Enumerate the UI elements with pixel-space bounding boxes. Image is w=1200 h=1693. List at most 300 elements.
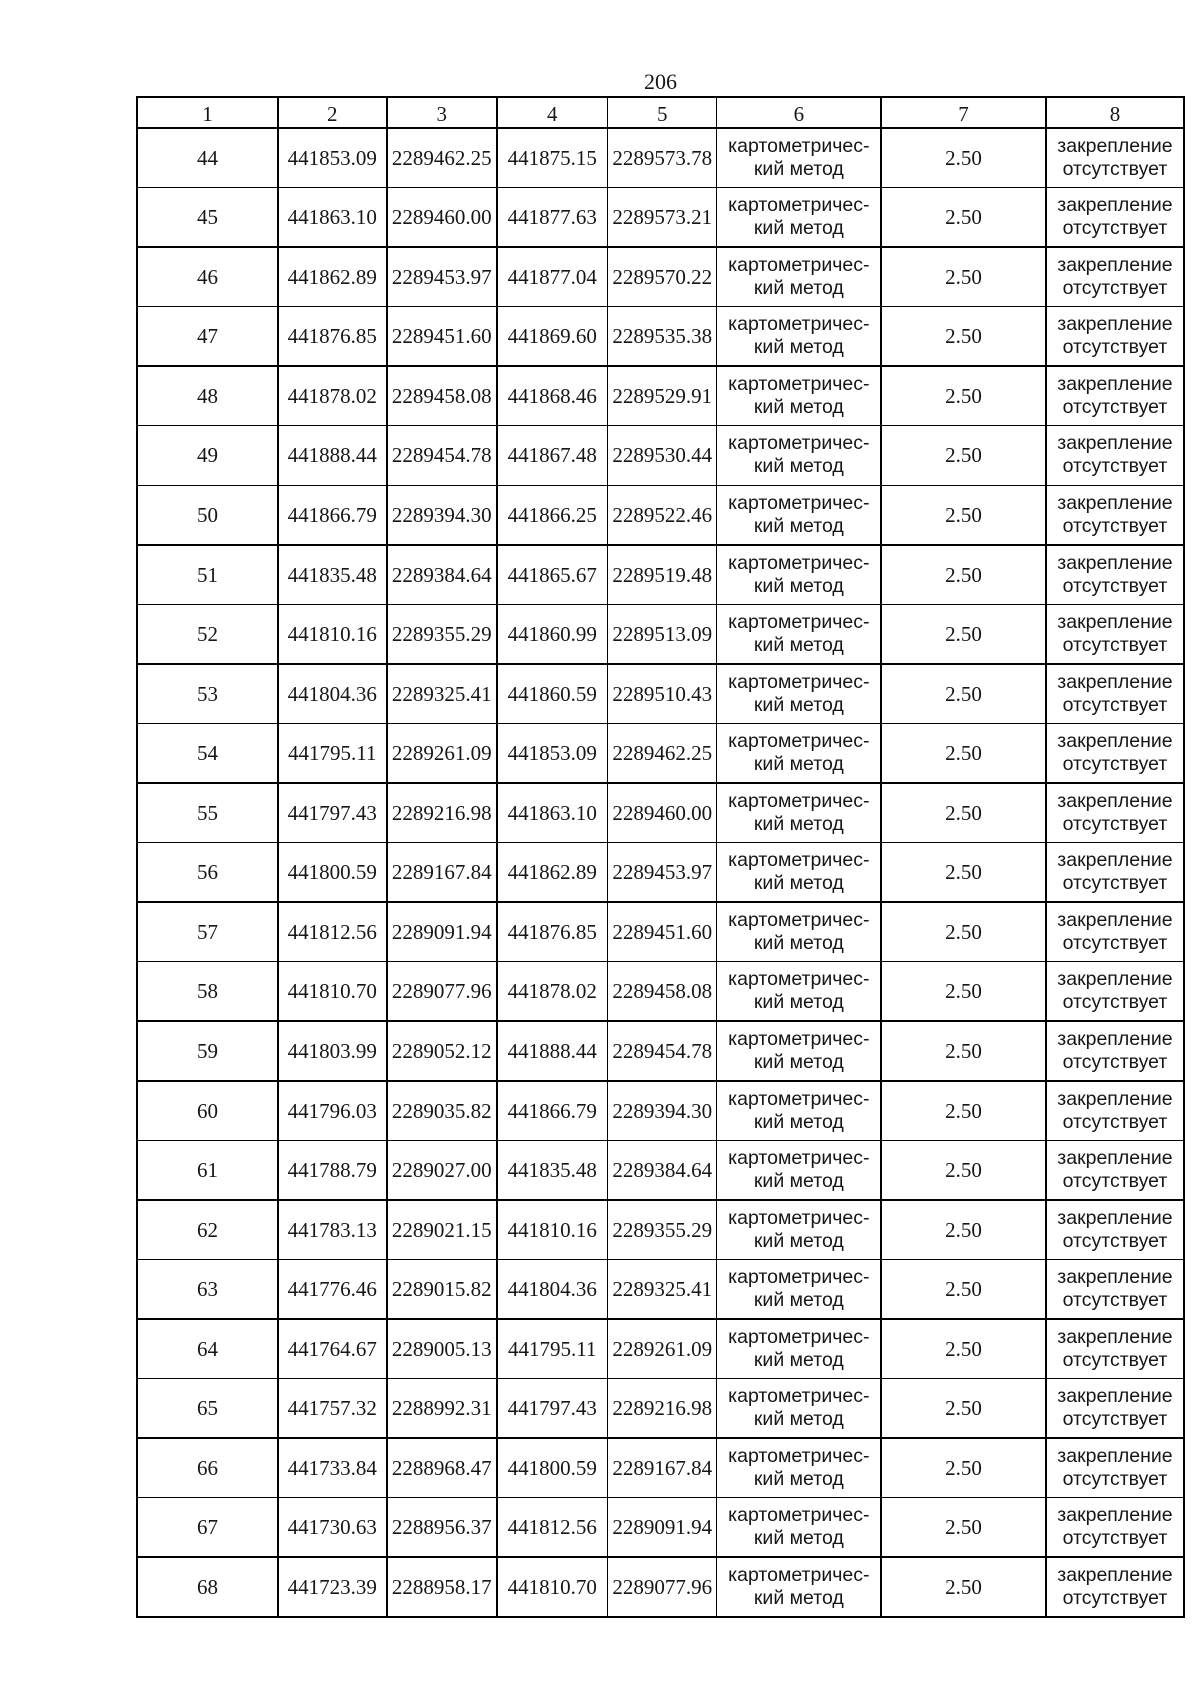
x1-cell: 441803.99 xyxy=(279,1022,386,1080)
y1-cell: 2288956.37 xyxy=(388,1498,496,1556)
fixing-cell xyxy=(1047,1141,1183,1199)
fixing-line: отсутствует xyxy=(1062,812,1168,835)
column-header-5: 5 xyxy=(608,98,715,127)
x1-cell: 441730.63 xyxy=(279,1498,386,1556)
fixing-line: отсутствует xyxy=(1062,693,1168,716)
y2-cell: 2289519.48 xyxy=(608,546,715,604)
column-header-8: 8 xyxy=(1047,98,1183,127)
x2-cell: 441866.25 xyxy=(498,486,607,544)
fixing-line: отсутствует xyxy=(1062,1408,1168,1431)
x1-cell: 441866.79 xyxy=(279,486,386,544)
method-line: кий метод xyxy=(753,574,844,597)
method-line: кий метод xyxy=(753,515,844,538)
y1-cell: 2289384.64 xyxy=(388,546,496,604)
y2-cell: 2289570.22 xyxy=(608,248,715,306)
method-line: картометричес- xyxy=(728,730,870,753)
fixing-line: отсутствует xyxy=(1062,515,1168,538)
x2-cell: 441812.56 xyxy=(498,1498,607,1556)
x1-cell: 441800.59 xyxy=(279,843,386,901)
accuracy-cell: 2.50 xyxy=(882,546,1046,604)
y2-cell: 2289261.09 xyxy=(608,1320,715,1378)
fixing-line: отсутствует xyxy=(1062,157,1168,180)
fixing-line: отсутствует xyxy=(1062,1467,1168,1490)
fixing-line: закрепление xyxy=(1057,1087,1173,1110)
x1-cell: 441853.09 xyxy=(279,129,386,187)
y1-cell: 2289027.00 xyxy=(388,1141,496,1199)
fixing-cell xyxy=(1047,1439,1183,1497)
fixing-line: закрепление xyxy=(1057,1206,1173,1229)
method-line: картометричес- xyxy=(728,1563,870,1586)
fixing-line: закрепление xyxy=(1057,1444,1173,1467)
y2-cell: 2289384.64 xyxy=(608,1141,715,1199)
y2-cell: 2289510.43 xyxy=(608,665,715,723)
method-cell xyxy=(717,1141,880,1199)
fixing-line: отсутствует xyxy=(1062,1586,1168,1609)
x2-cell: 441878.02 xyxy=(498,962,607,1020)
fixing-line: отсутствует xyxy=(1062,1051,1168,1073)
fixing-cell xyxy=(1047,367,1183,425)
column-header-3: 3 xyxy=(388,98,496,127)
x1-cell: 441810.16 xyxy=(279,605,386,663)
method-cell xyxy=(717,724,880,782)
x2-cell: 441876.85 xyxy=(498,903,607,961)
accuracy-cell: 2.50 xyxy=(882,248,1046,306)
accuracy-cell: 2.50 xyxy=(882,129,1046,187)
point-number-cell: 54 xyxy=(138,724,277,782)
method-line: кий метод xyxy=(753,157,844,180)
fixing-cell xyxy=(1047,1260,1183,1318)
method-line: картометричес- xyxy=(728,372,870,395)
fixing-line: закрепление xyxy=(1057,134,1173,157)
method-line: кий метод xyxy=(753,1289,844,1312)
point-number-cell: 58 xyxy=(138,962,277,1020)
accuracy-cell: 2.50 xyxy=(882,1558,1046,1616)
x1-cell: 441788.79 xyxy=(279,1141,386,1199)
method-line: картометричес- xyxy=(728,1028,870,1050)
method-line: картометричес- xyxy=(728,492,870,515)
point-number-cell: 66 xyxy=(138,1439,277,1497)
accuracy-cell: 2.50 xyxy=(882,1439,1046,1497)
point-number-cell: 46 xyxy=(138,248,277,306)
x1-cell: 441764.67 xyxy=(279,1320,386,1378)
point-number-cell: 65 xyxy=(138,1379,277,1437)
method-line: картометричес- xyxy=(728,551,870,574)
method-line: кий метод xyxy=(753,1408,844,1431)
fixing-line: закрепление xyxy=(1057,849,1173,872)
x1-cell: 441812.56 xyxy=(279,903,386,961)
method-cell xyxy=(717,1379,880,1437)
fixing-line: отсутствует xyxy=(1062,574,1168,597)
method-line: кий метод xyxy=(753,872,844,895)
x2-cell: 441863.10 xyxy=(498,784,607,842)
y1-cell: 2289460.00 xyxy=(388,188,496,246)
point-number-cell: 57 xyxy=(138,903,277,961)
y2-cell: 2289325.41 xyxy=(608,1260,715,1318)
accuracy-cell: 2.50 xyxy=(882,307,1046,365)
accuracy-cell: 2.50 xyxy=(882,1498,1046,1556)
method-line: картометричес- xyxy=(728,1266,870,1289)
y1-cell: 2289077.96 xyxy=(388,962,496,1020)
fixing-line: отсутствует xyxy=(1062,1289,1168,1312)
fixing-line: закрепление xyxy=(1057,492,1173,515)
x2-cell: 441868.46 xyxy=(498,367,607,425)
fixing-line: отсутствует xyxy=(1062,634,1168,657)
point-number-cell: 51 xyxy=(138,546,277,604)
fixing-line: отсутствует xyxy=(1062,1229,1168,1252)
method-line: кий метод xyxy=(753,336,844,359)
x2-cell: 441877.63 xyxy=(498,188,607,246)
method-line: кий метод xyxy=(753,217,844,240)
method-line: кий метод xyxy=(753,395,844,418)
fixing-line: отсутствует xyxy=(1062,217,1168,240)
fixing-line: закрепление xyxy=(1057,789,1173,812)
x2-cell: 441875.15 xyxy=(498,129,607,187)
method-line: кий метод xyxy=(753,276,844,299)
fixing-line: закрепление xyxy=(1057,908,1173,931)
method-line: кий метод xyxy=(753,1229,844,1252)
point-number-cell: 45 xyxy=(138,188,277,246)
method-line: картометричес- xyxy=(728,253,870,276)
y2-cell: 2289091.94 xyxy=(608,1498,715,1556)
method-line: картометричес- xyxy=(728,194,870,217)
method-cell xyxy=(717,546,880,604)
method-cell xyxy=(717,1439,880,1497)
y1-cell: 2289216.98 xyxy=(388,784,496,842)
y2-cell: 2289530.44 xyxy=(608,426,715,484)
method-line: картометричес- xyxy=(728,1385,870,1408)
y1-cell: 2289355.29 xyxy=(388,605,496,663)
fixing-line: закрепление xyxy=(1057,611,1173,634)
fixing-line: отсутствует xyxy=(1062,872,1168,895)
method-cell xyxy=(717,307,880,365)
method-line: кий метод xyxy=(753,1586,844,1609)
y2-cell: 2289529.91 xyxy=(608,367,715,425)
fixing-line: отсутствует xyxy=(1062,1527,1168,1550)
method-line: кий метод xyxy=(753,1527,844,1550)
method-line: кий метод xyxy=(753,455,844,478)
fixing-cell xyxy=(1047,784,1183,842)
method-line: кий метод xyxy=(753,753,844,776)
x2-cell: 441795.11 xyxy=(498,1320,607,1378)
method-line: кий метод xyxy=(753,634,844,657)
point-number-cell: 68 xyxy=(138,1558,277,1616)
method-line: картометричес- xyxy=(728,908,870,931)
y1-cell: 2289454.78 xyxy=(388,426,496,484)
method-line: кий метод xyxy=(753,693,844,716)
point-number-cell: 47 xyxy=(138,307,277,365)
fixing-line: отсутствует xyxy=(1062,991,1168,1014)
y1-cell: 2289052.12 xyxy=(388,1022,496,1080)
method-cell xyxy=(717,1260,880,1318)
method-cell xyxy=(717,1201,880,1259)
point-number-cell: 62 xyxy=(138,1201,277,1259)
column-header-1: 1 xyxy=(138,98,277,127)
y1-cell: 2289453.97 xyxy=(388,248,496,306)
x1-cell: 441783.13 xyxy=(279,1201,386,1259)
y2-cell: 2289513.09 xyxy=(608,605,715,663)
fixing-cell xyxy=(1047,1558,1183,1616)
point-number-cell: 67 xyxy=(138,1498,277,1556)
column-header-2: 2 xyxy=(279,98,386,127)
fixing-cell xyxy=(1047,605,1183,663)
method-line: картометричес- xyxy=(728,1504,870,1527)
y1-cell: 2288968.47 xyxy=(388,1439,496,1497)
fixing-line: отсутствует xyxy=(1062,276,1168,299)
method-line: кий метод xyxy=(753,991,844,1014)
point-number-cell: 44 xyxy=(138,129,277,187)
accuracy-cell: 2.50 xyxy=(882,784,1046,842)
y1-cell: 2289035.82 xyxy=(388,1082,496,1140)
page-number: 206 xyxy=(644,69,677,94)
method-line: картометричес- xyxy=(728,1325,870,1348)
accuracy-cell: 2.50 xyxy=(882,605,1046,663)
y1-cell: 2289015.82 xyxy=(388,1260,496,1318)
method-cell xyxy=(717,665,880,723)
fixing-cell xyxy=(1047,843,1183,901)
accuracy-cell: 2.50 xyxy=(882,843,1046,901)
x2-cell: 441877.04 xyxy=(498,248,607,306)
y1-cell: 2288958.17 xyxy=(388,1558,496,1616)
fixing-cell xyxy=(1047,426,1183,484)
fixing-line: отсутствует xyxy=(1062,455,1168,478)
fixing-line: закрепление xyxy=(1057,1504,1173,1527)
x1-cell: 441863.10 xyxy=(279,188,386,246)
point-number-cell: 49 xyxy=(138,426,277,484)
method-line: картометричес- xyxy=(728,670,870,693)
column-header-7: 7 xyxy=(882,98,1046,127)
y2-cell: 2289522.46 xyxy=(608,486,715,544)
fixing-line: отсутствует xyxy=(1062,753,1168,776)
x2-cell: 441853.09 xyxy=(498,724,607,782)
fixing-cell xyxy=(1047,248,1183,306)
y2-cell: 2289355.29 xyxy=(608,1201,715,1259)
y2-cell: 2289460.00 xyxy=(608,784,715,842)
method-cell xyxy=(717,784,880,842)
accuracy-cell: 2.50 xyxy=(882,724,1046,782)
x2-cell: 441804.36 xyxy=(498,1260,607,1318)
accuracy-cell: 2.50 xyxy=(882,665,1046,723)
fixing-line: закрепление xyxy=(1057,1563,1173,1586)
method-line: кий метод xyxy=(753,812,844,835)
accuracy-cell: 2.50 xyxy=(882,188,1046,246)
x1-cell: 441804.36 xyxy=(279,665,386,723)
method-line: картометричес- xyxy=(728,968,870,991)
point-number-cell: 56 xyxy=(138,843,277,901)
y2-cell: 2289451.60 xyxy=(608,903,715,961)
point-number-cell: 53 xyxy=(138,665,277,723)
x1-cell: 441810.70 xyxy=(279,962,386,1020)
fixing-line: закрепление xyxy=(1057,253,1173,276)
method-cell xyxy=(717,248,880,306)
y1-cell: 2289167.84 xyxy=(388,843,496,901)
accuracy-cell: 2.50 xyxy=(882,1320,1046,1378)
fixing-line: закрепление xyxy=(1057,194,1173,217)
fixing-line: закрепление xyxy=(1057,1385,1173,1408)
method-cell xyxy=(717,367,880,425)
y2-cell: 2289167.84 xyxy=(608,1439,715,1497)
method-line: картометричес- xyxy=(728,789,870,812)
method-line: картометричес- xyxy=(728,432,870,455)
x1-cell: 441835.48 xyxy=(279,546,386,604)
fixing-cell xyxy=(1047,546,1183,604)
accuracy-cell: 2.50 xyxy=(882,903,1046,961)
method-cell xyxy=(717,903,880,961)
y2-cell: 2289394.30 xyxy=(608,1082,715,1140)
x1-cell: 441776.46 xyxy=(279,1260,386,1318)
y2-cell: 2289573.78 xyxy=(608,129,715,187)
method-line: картометричес- xyxy=(728,134,870,157)
x2-cell: 441810.16 xyxy=(498,1201,607,1259)
method-line: кий метод xyxy=(753,1467,844,1490)
method-cell xyxy=(717,486,880,544)
method-line: кий метод xyxy=(753,931,844,954)
y2-cell: 2289458.08 xyxy=(608,962,715,1020)
fixing-line: закрепление xyxy=(1057,372,1173,395)
method-cell xyxy=(717,129,880,187)
accuracy-cell: 2.50 xyxy=(882,426,1046,484)
y2-cell: 2289535.38 xyxy=(608,307,715,365)
x2-cell: 441888.44 xyxy=(498,1022,607,1080)
fixing-cell xyxy=(1047,1201,1183,1259)
x2-cell: 441860.99 xyxy=(498,605,607,663)
point-number-cell: 50 xyxy=(138,486,277,544)
x1-cell: 441888.44 xyxy=(279,426,386,484)
x1-cell: 441733.84 xyxy=(279,1439,386,1497)
fixing-line: закрепление xyxy=(1057,432,1173,455)
x1-cell: 441878.02 xyxy=(279,367,386,425)
point-number-cell: 55 xyxy=(138,784,277,842)
y2-cell: 2289453.97 xyxy=(608,843,715,901)
y2-cell: 2289077.96 xyxy=(608,1558,715,1616)
fixing-line: закрепление xyxy=(1057,551,1173,574)
y2-cell: 2289454.78 xyxy=(608,1022,715,1080)
fixing-line: закрепление xyxy=(1057,1028,1173,1050)
fixing-cell xyxy=(1047,1320,1183,1378)
method-cell xyxy=(717,1558,880,1616)
method-cell xyxy=(717,188,880,246)
fixing-cell xyxy=(1047,1022,1183,1080)
x1-cell: 441797.43 xyxy=(279,784,386,842)
point-number-cell: 61 xyxy=(138,1141,277,1199)
x1-cell: 441876.85 xyxy=(279,307,386,365)
fixing-line: отсутствует xyxy=(1062,931,1168,954)
accuracy-cell: 2.50 xyxy=(882,1260,1046,1318)
fixing-cell xyxy=(1047,962,1183,1020)
point-number-cell: 64 xyxy=(138,1320,277,1378)
method-cell xyxy=(717,1082,880,1140)
fixing-line: закрепление xyxy=(1057,670,1173,693)
y1-cell: 2289325.41 xyxy=(388,665,496,723)
fixing-cell xyxy=(1047,1498,1183,1556)
fixing-line: закрепление xyxy=(1057,313,1173,336)
fixing-line: закрепление xyxy=(1057,968,1173,991)
fixing-cell xyxy=(1047,1082,1183,1140)
y1-cell: 2288992.31 xyxy=(388,1379,496,1437)
method-line: картометричес- xyxy=(728,1147,870,1170)
accuracy-cell: 2.50 xyxy=(882,1082,1046,1140)
method-cell xyxy=(717,1498,880,1556)
y1-cell: 2289458.08 xyxy=(388,367,496,425)
fixing-line: закрепление xyxy=(1057,1325,1173,1348)
accuracy-cell: 2.50 xyxy=(882,486,1046,544)
x2-cell: 441866.79 xyxy=(498,1082,607,1140)
accuracy-cell: 2.50 xyxy=(882,1379,1046,1437)
method-line: картометричес- xyxy=(728,849,870,872)
method-line: кий метод xyxy=(753,1170,844,1193)
coordinates-table xyxy=(136,96,1185,1618)
x1-cell: 441723.39 xyxy=(279,1558,386,1616)
fixing-line: закрепление xyxy=(1057,1266,1173,1289)
fixing-line: закрепление xyxy=(1057,1147,1173,1170)
method-line: картометричес- xyxy=(728,611,870,634)
method-cell xyxy=(717,426,880,484)
point-number-cell: 59 xyxy=(138,1022,277,1080)
column-header-6: 6 xyxy=(717,98,880,127)
accuracy-cell: 2.50 xyxy=(882,1201,1046,1259)
fixing-line: отсутствует xyxy=(1062,1170,1168,1193)
method-cell xyxy=(717,1022,880,1080)
fixing-line: отсутствует xyxy=(1062,1348,1168,1371)
fixing-cell xyxy=(1047,665,1183,723)
fixing-cell xyxy=(1047,486,1183,544)
x1-cell: 441795.11 xyxy=(279,724,386,782)
point-number-cell: 48 xyxy=(138,367,277,425)
x2-cell: 441800.59 xyxy=(498,1439,607,1497)
x2-cell: 441797.43 xyxy=(498,1379,607,1437)
x2-cell: 441860.59 xyxy=(498,665,607,723)
method-line: кий метод xyxy=(753,1110,844,1133)
accuracy-cell: 2.50 xyxy=(882,1022,1046,1080)
x2-cell: 441865.67 xyxy=(498,546,607,604)
y2-cell: 2289462.25 xyxy=(608,724,715,782)
y1-cell: 2289021.15 xyxy=(388,1201,496,1259)
y1-cell: 2289091.94 xyxy=(388,903,496,961)
method-cell xyxy=(717,962,880,1020)
y1-cell: 2289005.13 xyxy=(388,1320,496,1378)
method-line: картометричес- xyxy=(728,1206,870,1229)
x1-cell: 441757.32 xyxy=(279,1379,386,1437)
fixing-line: отсутствует xyxy=(1062,395,1168,418)
fixing-cell xyxy=(1047,1379,1183,1437)
column-header-4: 4 xyxy=(498,98,607,127)
x2-cell: 441869.60 xyxy=(498,307,607,365)
fixing-cell xyxy=(1047,307,1183,365)
fixing-cell xyxy=(1047,724,1183,782)
y2-cell: 2289216.98 xyxy=(608,1379,715,1437)
method-line: картометричес- xyxy=(728,313,870,336)
accuracy-cell: 2.50 xyxy=(882,367,1046,425)
point-number-cell: 60 xyxy=(138,1082,277,1140)
y1-cell: 2289451.60 xyxy=(388,307,496,365)
method-line: картометричес- xyxy=(728,1444,870,1467)
fixing-cell xyxy=(1047,188,1183,246)
x2-cell: 441810.70 xyxy=(498,1558,607,1616)
fixing-line: отсутствует xyxy=(1062,336,1168,359)
method-line: кий метод xyxy=(753,1051,844,1073)
point-number-cell: 52 xyxy=(138,605,277,663)
x2-cell: 441867.48 xyxy=(498,426,607,484)
point-number-cell: 63 xyxy=(138,1260,277,1318)
x2-cell: 441835.48 xyxy=(498,1141,607,1199)
method-cell xyxy=(717,1320,880,1378)
y1-cell: 2289394.30 xyxy=(388,486,496,544)
accuracy-cell: 2.50 xyxy=(882,1141,1046,1199)
fixing-line: закрепление xyxy=(1057,730,1173,753)
method-line: картометричес- xyxy=(728,1087,870,1110)
x1-cell: 441862.89 xyxy=(279,248,386,306)
fixing-cell xyxy=(1047,903,1183,961)
x2-cell: 441862.89 xyxy=(498,843,607,901)
